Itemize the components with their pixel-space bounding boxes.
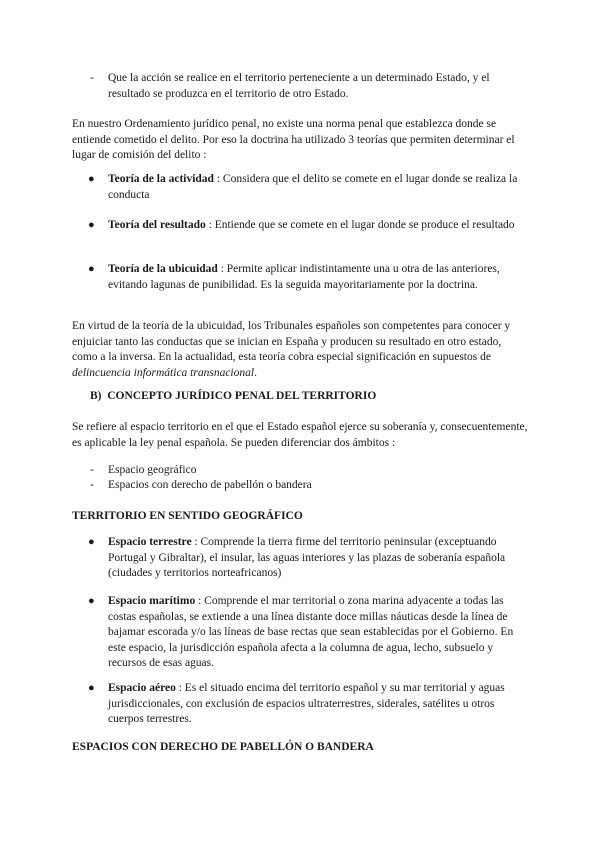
- section-heading-b: B) CONCEPTO JURÍDICO PENAL DEL TERRITORIO: [90, 390, 377, 402]
- bullet-icon: ●: [88, 682, 95, 694]
- bullet-text: : Comprende el mar territorial o zona marina adyacente a todas las costas españolas, se extiende a una línea distante doce millas náuticas desde la línea de bajamar escorada y/o las líneas de base rectas que sean establecidas por el Gobierno. En este espacio, la jurisdicción española afecta a la columna de agua, lecho, subsuelo y recursos de esas aguas.: [108, 595, 514, 670]
- bullet-text: : Permite aplicar indistintamente una u otra de las anteriores, evitando lagunas de punibilidad. Es la seguida mayoritariamente por la doctrina.: [108, 263, 500, 291]
- list-item-espacios-pabellon: [90, 478, 528, 494]
- bullet-espacio-terrestre: [88, 535, 528, 582]
- bullet-teoria-ubicuidad: [88, 262, 528, 293]
- bullet-title: Espacio aéreo: [108, 682, 176, 694]
- paragraph-territorio: Se refiere al espacio territorio en el que el Estado español ejerce su soberanía y, consecuentemente, es aplicable la ley penal española. Se pueden diferenciar dos ámbitos :: [72, 421, 528, 449]
- paragraph-ubicuidad: En virtud de la teoría de la ubicuidad, los Tribunales españoles son competentes para conocer y enjuiciar tanto las conductas que se inician en España y producen su resultado en otro estado, como a la inversa. En la actualidad, esta teoría cobra especial significación en supuestos de delincuencia informática transnacional.: [72, 320, 511, 379]
- list-item-text: Espacio geográfico: [108, 464, 197, 476]
- bullet-icon: ●: [88, 263, 95, 275]
- bullet-espacio-maritimo: [88, 594, 528, 672]
- dash-marker: -: [90, 479, 94, 491]
- dash-marker: -: [90, 464, 94, 476]
- bullet-title: Espacio terrestre: [108, 536, 192, 548]
- list-item-first-condition: [90, 71, 528, 102]
- section-heading-geografico: TERRITORIO EN SENTIDO GEOGRÁFICO: [72, 510, 303, 522]
- bullet-icon: ●: [88, 219, 95, 231]
- bullet-icon: ●: [88, 173, 95, 185]
- bullet-icon: ●: [88, 595, 95, 607]
- list-item-espacio-geografico: [90, 463, 528, 479]
- bullet-title: Teoría de la actividad: [108, 173, 214, 185]
- bullet-title: Teoría de la ubicuidad: [108, 263, 218, 275]
- list-item-text: Que la acción se realice en el territorio perteneciente a un determinado Estado, y el resultado se produzca en el territorio de otro Estado.: [108, 72, 490, 100]
- bullet-text: : Comprende la tierra firme del territorio peninsular (exceptuando Portugal y Gibraltar), el insular, las aguas interiores y las plazas de soberanía española (ciudades y territorios norteafricanos): [108, 536, 506, 580]
- bullet-text: : Entiende que se comete en el lugar donde se produce el resultado: [205, 219, 515, 231]
- bullet-teoria-resultado: [88, 218, 528, 234]
- bullet-title: Espacio marítimo: [108, 595, 196, 607]
- bullet-teoria-actividad: [88, 172, 528, 203]
- bullet-text: : Es el situado encima del territorio español y su mar territorial y aguas jurisdiccionales, con exclusión de espacios ultraterrestres, siderales, satélites u otros cuerpos terrestres.: [108, 682, 505, 726]
- bullet-icon: ●: [88, 536, 95, 548]
- italic-term: delincuencia informática transnacional: [72, 366, 255, 379]
- dash-marker: -: [90, 72, 94, 84]
- section-heading-pabellon: ESPACIOS CON DERECHO DE PABELLÓN O BANDERA: [72, 741, 374, 753]
- list-item-text: Espacios con derecho de pabellón o bandera: [108, 479, 312, 491]
- bullet-text: : Considera que el delito se comete en el lugar donde se realiza la conducta: [108, 173, 518, 201]
- paragraph-ordenamiento: En nuestro Ordenamiento jurídico penal, no existe una norma penal que establezca donde se entiende cometido el delito. Por eso la doctrina ha utilizado 3 teorías que permiten determinar el lugar de comisión del delito :: [72, 118, 515, 162]
- bullet-espacio-aereo: [88, 681, 528, 728]
- bullet-title: Teoría del resultado: [108, 219, 206, 231]
